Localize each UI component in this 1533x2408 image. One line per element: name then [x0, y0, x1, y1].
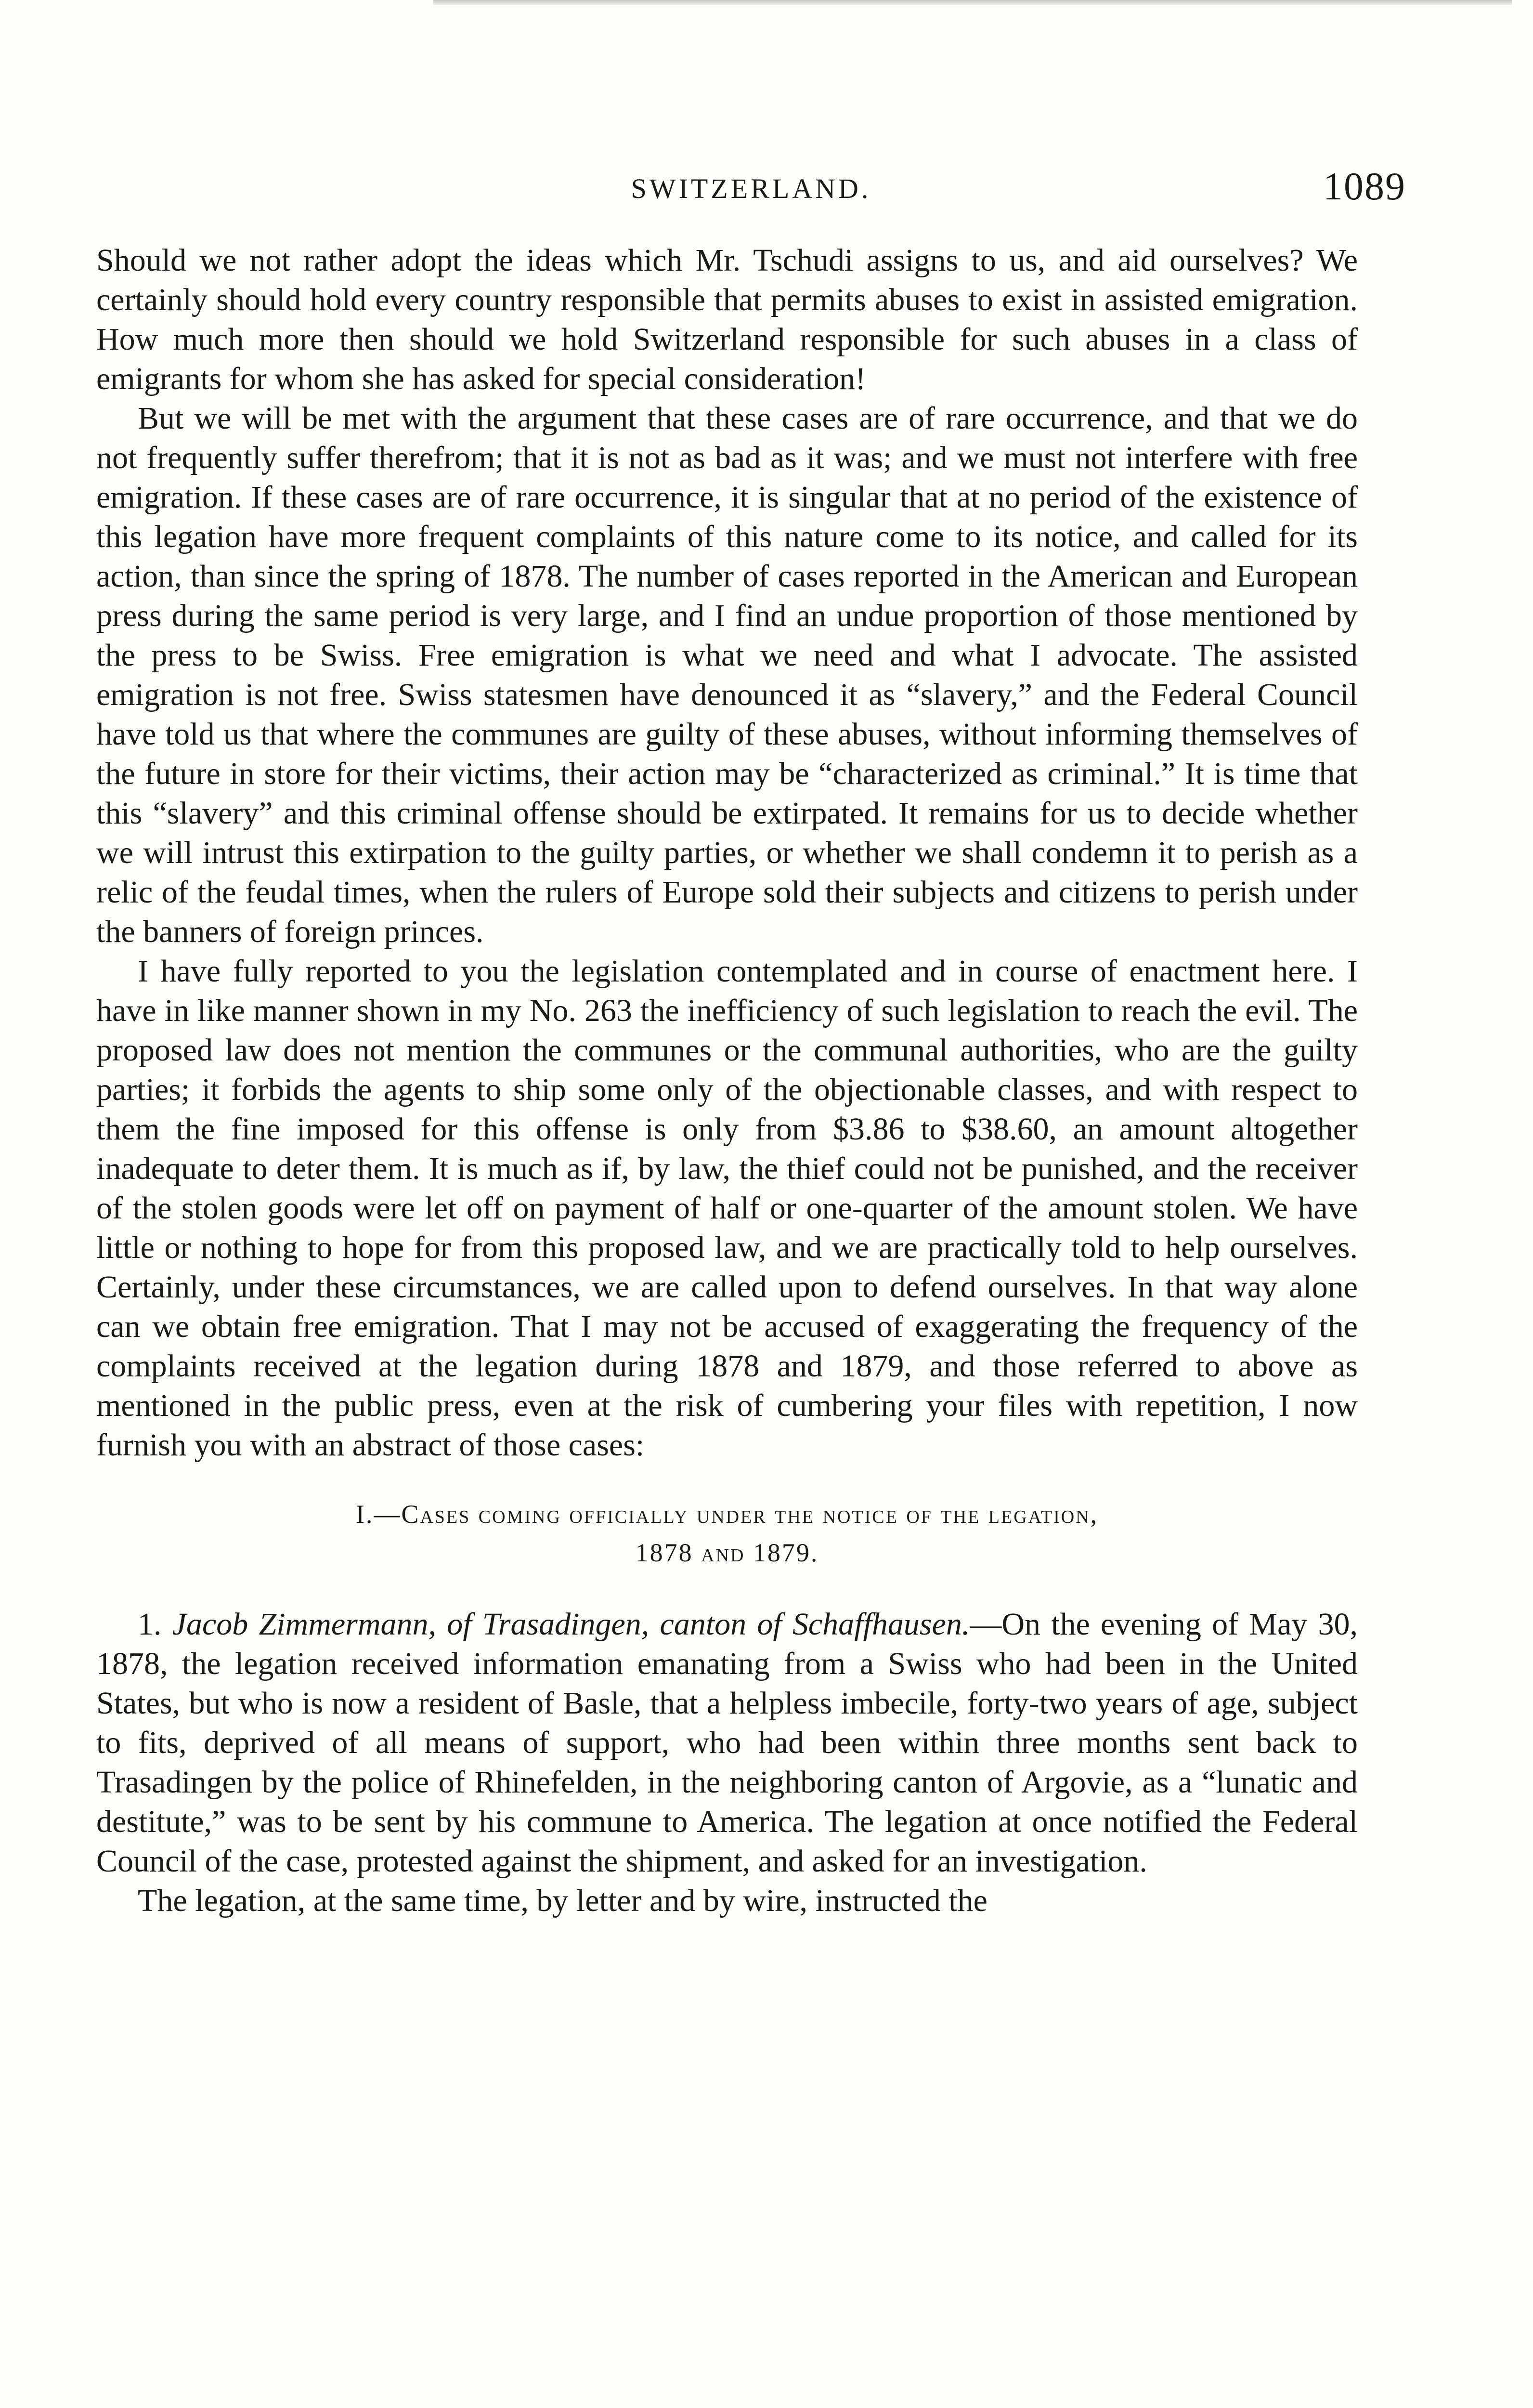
section-heading	[96, 1495, 1358, 1572]
paragraph-1: Should we not rather adopt the ideas which Mr. Tschudi assigns to us, and aid ourselves? We certainly should hold every country responsible that permits abuses to exist in assisted emigration. How much more then should we hold Switzerland responsible for such abuses in a class of emigrants for whom she has asked for special consideration!	[96, 243, 1358, 396]
paragraph-last: The legation, at the same time, by letter and by wire, instructed the	[138, 1883, 987, 1918]
case-1-text: —On the evening of May 30, 1878, the legation received information emanating from a Swiss who had been in the United States, but who is now a resident of Basle, that a helpless imbecile, forty-two years of age, subject to fits, deprived of all means of support, who had been within three months sent back to Trasadingen by the police of Rhinefelden, in the neighboring canton of Argovie, as a “lunatic and destitute,” was to be sent by his commune to America. The legation at once notified the Federal Council of the case, protested against the shipment, and asked for an investigation.	[96, 1607, 1358, 1879]
paragraph-2: But we will be met with the argument that these cases are of rare occurrence, and that we do not frequently suffer therefrom; that it is not as bad as it was; and we must not interfere with free emigration. If these cases are of rare occurrence, it is singular that at no period of the existence of this legation have more frequent complaints of this nature come to its notice, and called for its action, than since the spring of 1878. The number of cases reported in the American and European press during the same period is very large, and I find an undue proportion of those mentioned by the press to be Swiss. Free emigration is what we need and what I advocate. The assisted emigration is not free. Swiss statesmen have denounced it as “slavery,” and the Federal Council have told us that where the communes are guilty of these abuses, without informing themselves of the future in store for their victims, their action may be “characterized as criminal.” It is time that this “slavery” and this criminal offense should be extirpated. It remains for us to decide whether we will intrust this extirpation to the guilty parties, or whether we shall condemn it to perish as a relic of the feudal times, when the rulers of Europe sold their subjects and citizens to perish under the banners of foreign princes.	[96, 401, 1358, 949]
page-number: 1089	[1323, 164, 1406, 208]
case-1-paragraph	[96, 1605, 1358, 1881]
paragraph-3: I have fully reported to you the legislation contemplated and in course of enactment here. I have in like manner shown in my No. 263 the inefficiency of such legislation to reach the evil. The proposed law does not mention the communes or the communal authorities, who are the guilty parties; it forbids the agents to ship some only of the objectionable classes, and with respect to them the fine imposed for this offense is only from $3.86 to $38.60, an amount altogether inadequate to deter them. It is much as if, by law, the thief could not be punished, and the receiver of the stolen goods were let off on payment of half or one-quarter of the amount stolen. We have little or nothing to hope for from this proposed law, and we are practically told to help ourselves. Certainly, under these circumstances, we are called upon to defend ourselves. In that way alone can we obtain free emigration. That I may not be accused of exaggerating the frequency of the complaints received at the legation during 1878 and 1879, and those referred to above as mentioned in the public press, even at the risk of cumbering your files with repetition, I now furnish you with an abstract of those cases:	[96, 954, 1358, 1463]
page-header	[96, 164, 1406, 217]
body-text	[96, 241, 1358, 1921]
section-heading-line-1: I.—Cases coming officially under the notice of the legation,	[355, 1500, 1099, 1529]
section-heading-line-2: 1878 and 1879.	[635, 1538, 819, 1567]
running-head: SWITZERLAND.	[631, 173, 871, 204]
case-1-number: 1.	[138, 1607, 162, 1642]
scan-edge-rule	[433, 0, 1512, 5]
case-1-title: Jacob Zimmermann, of Trasadingen, canton of Schaffhausen.	[172, 1607, 970, 1642]
